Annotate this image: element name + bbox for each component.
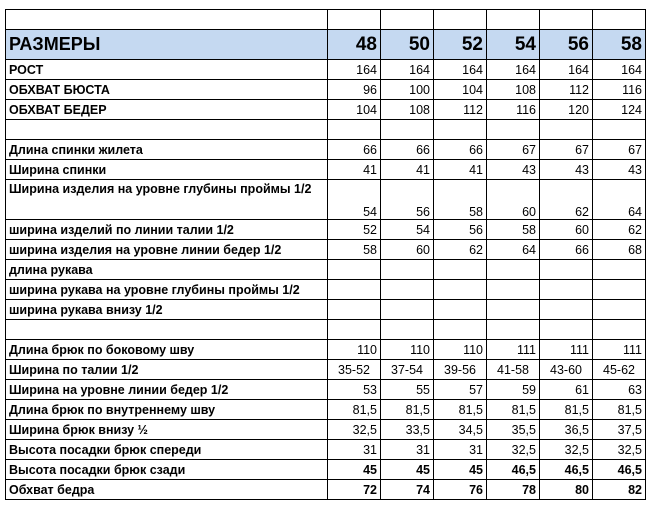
value-cell: 100 [381, 80, 434, 100]
value-cell: 62 [434, 240, 487, 260]
size-header-58: 58 [593, 30, 646, 60]
row-ширина-рукава-внизу-1-2 [6, 300, 646, 320]
value-cell [487, 300, 540, 320]
value-cell: 58 [328, 240, 381, 260]
value-cell: 164 [434, 60, 487, 80]
value-cell: 41 [381, 160, 434, 180]
value-cell: 56 [434, 220, 487, 240]
value-cell: 54 [381, 220, 434, 240]
value-cell: 80 [540, 480, 593, 500]
row-label: Ширина по талии 1/2 [6, 360, 328, 380]
value-cell: 66 [540, 240, 593, 260]
value-cell: 64 [593, 180, 646, 220]
value-cell: 66 [381, 140, 434, 160]
value-cell: 111 [593, 340, 646, 360]
empty-cell [487, 10, 540, 30]
value-cell: 54 [328, 180, 381, 220]
row-label: Высота посадки брюк спереди [6, 440, 328, 460]
size-header-50: 50 [381, 30, 434, 60]
value-cell: 41 [328, 160, 381, 180]
row-label: ширина изделий по линии талии 1/2 [6, 220, 328, 240]
value-cell [328, 120, 381, 140]
row-обхват-бедер [6, 100, 646, 120]
value-cell [381, 300, 434, 320]
value-cell: 60 [540, 220, 593, 240]
row-label: Длина брюк по боковому шву [6, 340, 328, 360]
value-cell: 35-52 [328, 360, 381, 380]
value-cell: 45 [381, 460, 434, 480]
value-cell [434, 300, 487, 320]
row-обхват-бюста [6, 80, 646, 100]
value-cell: 124 [593, 100, 646, 120]
value-cell: 46,5 [593, 460, 646, 480]
row-ширина-спинки [6, 160, 646, 180]
value-cell [540, 300, 593, 320]
value-cell [540, 120, 593, 140]
value-cell: 72 [328, 480, 381, 500]
value-cell: 110 [328, 340, 381, 360]
value-cell [593, 280, 646, 300]
value-cell: 60 [381, 240, 434, 260]
header-row [6, 30, 646, 60]
value-cell: 81,5 [381, 400, 434, 420]
value-cell: 68 [593, 240, 646, 260]
value-cell [381, 280, 434, 300]
size-header-56: 56 [540, 30, 593, 60]
value-cell: 111 [487, 340, 540, 360]
value-cell: 31 [434, 440, 487, 460]
value-cell: 45 [434, 460, 487, 480]
size-header-48: 48 [328, 30, 381, 60]
value-cell: 116 [487, 100, 540, 120]
row-label [6, 320, 328, 340]
value-cell: 32,5 [328, 420, 381, 440]
value-cell [593, 320, 646, 340]
value-cell: 67 [540, 140, 593, 160]
row-label: ОБХВАТ БЕДЕР [6, 100, 328, 120]
row-ширина-изделия-на-уровне-линии-бедер-1-2 [6, 240, 646, 260]
header-label: РАЗМЕРЫ [6, 30, 328, 60]
value-cell: 110 [381, 340, 434, 360]
value-cell [540, 320, 593, 340]
value-cell: 81,5 [593, 400, 646, 420]
value-cell: 112 [434, 100, 487, 120]
row-обхват-бедра [6, 480, 646, 500]
value-cell: 39-56 [434, 360, 487, 380]
value-cell: 31 [328, 440, 381, 460]
value-cell: 81,5 [487, 400, 540, 420]
row-label: ширина изделия на уровне линии бедер 1/2 [6, 240, 328, 260]
row-label: ОБХВАТ БЮСТА [6, 80, 328, 100]
row-label: Ширина изделия на уровне глубины проймы 1/2 [6, 180, 328, 220]
value-cell: 58 [487, 220, 540, 240]
value-cell: 45 [328, 460, 381, 480]
value-cell [381, 260, 434, 280]
value-cell [487, 280, 540, 300]
value-cell: 56 [381, 180, 434, 220]
value-cell: 81,5 [540, 400, 593, 420]
value-cell: 46,5 [487, 460, 540, 480]
row-длина-спинки-жилета [6, 140, 646, 160]
value-cell: 82 [593, 480, 646, 500]
value-cell: 61 [540, 380, 593, 400]
value-cell: 43-60 [540, 360, 593, 380]
value-cell: 104 [328, 100, 381, 120]
size-header-52: 52 [434, 30, 487, 60]
value-cell: 111 [540, 340, 593, 360]
value-cell: 110 [434, 340, 487, 360]
row-ширина-на-уровне-линии-бедер-1-2 [6, 380, 646, 400]
value-cell: 59 [487, 380, 540, 400]
value-cell: 45-62 [593, 360, 646, 380]
value-cell: 31 [381, 440, 434, 460]
value-cell [434, 280, 487, 300]
row-label: ширина рукава на уровне глубины проймы 1/2 [6, 280, 328, 300]
value-cell [487, 260, 540, 280]
value-cell: 164 [328, 60, 381, 80]
value-cell: 164 [540, 60, 593, 80]
empty-cell [6, 10, 328, 30]
value-cell: 55 [381, 380, 434, 400]
value-cell: 67 [487, 140, 540, 160]
value-cell: 164 [381, 60, 434, 80]
value-cell: 66 [328, 140, 381, 160]
value-cell: 34,5 [434, 420, 487, 440]
size-header-54: 54 [487, 30, 540, 60]
value-cell: 76 [434, 480, 487, 500]
value-cell: 32,5 [487, 440, 540, 460]
value-cell [328, 300, 381, 320]
value-cell: 116 [593, 80, 646, 100]
value-cell [381, 320, 434, 340]
row-label: Ширина брюк внизу ½ [6, 420, 328, 440]
value-cell [328, 260, 381, 280]
value-cell [434, 320, 487, 340]
value-cell: 74 [381, 480, 434, 500]
value-cell: 96 [328, 80, 381, 100]
row-label: Длина брюк по внутреннему шву [6, 400, 328, 420]
value-cell [487, 320, 540, 340]
value-cell: 36,5 [540, 420, 593, 440]
value-cell: 164 [593, 60, 646, 80]
row-label [6, 120, 328, 140]
empty-cell [434, 10, 487, 30]
value-cell [328, 320, 381, 340]
value-cell: 120 [540, 100, 593, 120]
value-cell: 81,5 [434, 400, 487, 420]
row-высота-посадки-брюк-спереди [6, 440, 646, 460]
value-cell: 43 [540, 160, 593, 180]
row-ширина-изделий-по-линии-талии-1-2 [6, 220, 646, 240]
empty-row [6, 320, 646, 340]
value-cell: 108 [381, 100, 434, 120]
row-ширина-изделия-на-уровне-глубины-проймы-1-2 [6, 180, 646, 220]
empty-cell [328, 10, 381, 30]
value-cell: 41-58 [487, 360, 540, 380]
value-cell [434, 260, 487, 280]
value-cell: 43 [487, 160, 540, 180]
value-cell: 60 [487, 180, 540, 220]
empty-cell [593, 10, 646, 30]
row-label: Длина спинки жилета [6, 140, 328, 160]
value-cell: 66 [434, 140, 487, 160]
size-chart-table [5, 9, 646, 500]
row-label: ширина рукава внизу 1/2 [6, 300, 328, 320]
empty-cell [540, 10, 593, 30]
value-cell: 32,5 [540, 440, 593, 460]
value-cell: 46,5 [540, 460, 593, 480]
row-длина-брюк-по-внутреннему-шву [6, 400, 646, 420]
value-cell: 58 [434, 180, 487, 220]
value-cell: 108 [487, 80, 540, 100]
row-label: РОСТ [6, 60, 328, 80]
value-cell: 63 [593, 380, 646, 400]
value-cell [593, 300, 646, 320]
row-ширина-рукава-на-уровне-глубины-проймы-1-2 [6, 280, 646, 300]
row-label: Высота посадки брюк сзади [6, 460, 328, 480]
row-ширина-по-талии-1-2 [6, 360, 646, 380]
row-label: Ширина на уровне линии бедер 1/2 [6, 380, 328, 400]
value-cell [540, 260, 593, 280]
value-cell: 37-54 [381, 360, 434, 380]
value-cell [593, 260, 646, 280]
empty-row [6, 120, 646, 140]
value-cell [434, 120, 487, 140]
value-cell: 81,5 [328, 400, 381, 420]
value-cell: 33,5 [381, 420, 434, 440]
empty-cell [381, 10, 434, 30]
row-label: Ширина спинки [6, 160, 328, 180]
value-cell: 78 [487, 480, 540, 500]
value-cell: 164 [487, 60, 540, 80]
row-рост [6, 60, 646, 80]
row-длина-рукава [6, 260, 646, 280]
value-cell [381, 120, 434, 140]
value-cell: 53 [328, 380, 381, 400]
row-ширина-брюк-внизу [6, 420, 646, 440]
value-cell: 41 [434, 160, 487, 180]
value-cell: 57 [434, 380, 487, 400]
value-cell [328, 280, 381, 300]
value-cell [540, 280, 593, 300]
row-высота-посадки-брюк-сзади [6, 460, 646, 480]
value-cell [593, 120, 646, 140]
value-cell: 104 [434, 80, 487, 100]
value-cell: 112 [540, 80, 593, 100]
value-cell: 62 [593, 220, 646, 240]
value-cell [487, 120, 540, 140]
value-cell: 52 [328, 220, 381, 240]
value-cell: 37,5 [593, 420, 646, 440]
value-cell: 64 [487, 240, 540, 260]
value-cell: 62 [540, 180, 593, 220]
row-label: длина рукава [6, 260, 328, 280]
value-cell: 35,5 [487, 420, 540, 440]
value-cell: 43 [593, 160, 646, 180]
value-cell: 67 [593, 140, 646, 160]
value-cell: 32,5 [593, 440, 646, 460]
row-label: Обхват бедра [6, 480, 328, 500]
empty-top-row [6, 10, 646, 30]
row-длина-брюк-по-боковому-шву [6, 340, 646, 360]
